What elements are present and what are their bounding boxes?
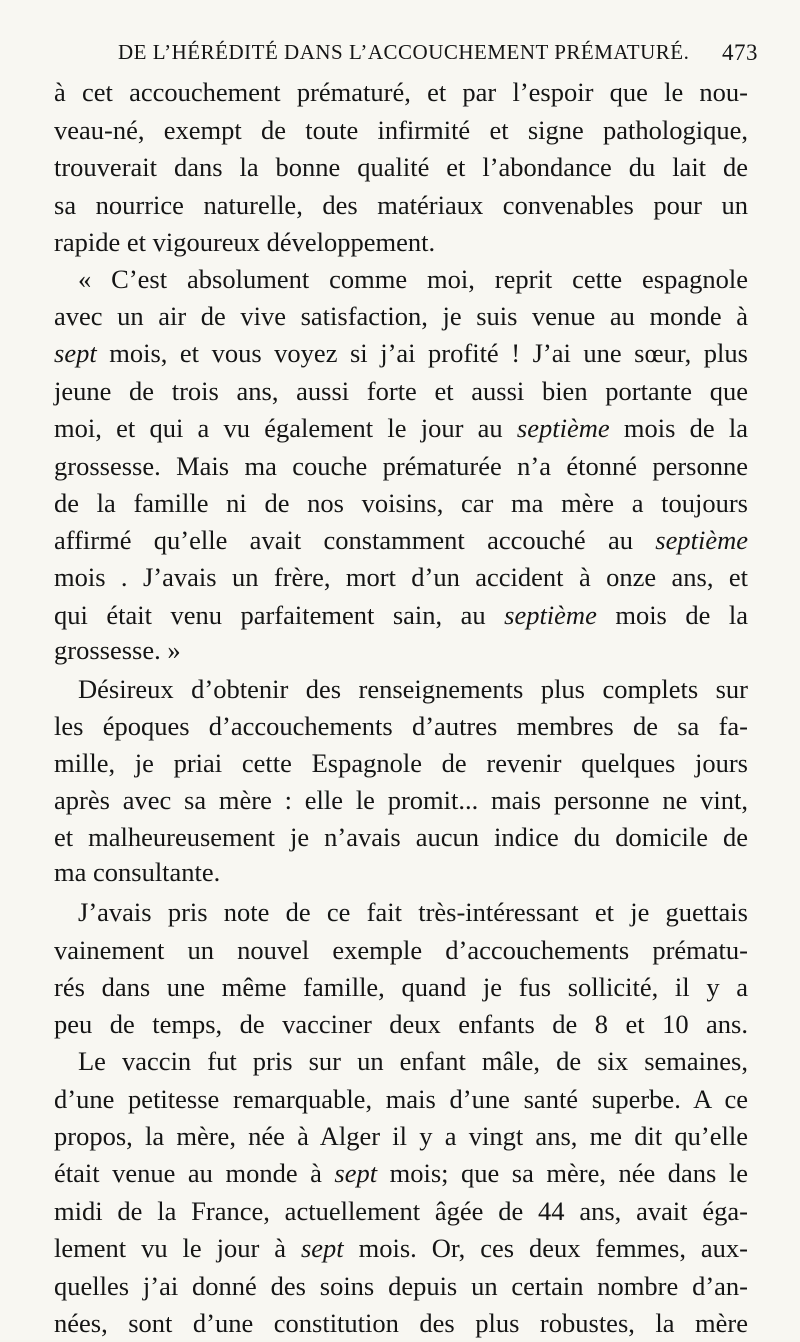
line-fragment: mois de la — [609, 413, 748, 443]
text-line: veau-né, exempt de toute infirmité et signe pathologique, — [54, 115, 748, 145]
text-line: propos, la mère, née à Alger il y a vingt ans, me dit qu’elle — [54, 1121, 748, 1151]
text-line — [54, 596, 748, 634]
italic-word: septième — [504, 600, 597, 630]
italic-word: sept — [300, 1233, 344, 1263]
italic-word: septième — [516, 413, 610, 443]
text-line: quelles j’ai donné des soins depuis un certain nombre d’an- — [54, 1271, 748, 1301]
line-fragment: mois. Or, ces deux femmes, aux- — [343, 1233, 748, 1263]
text-line: de la famille ni de nos voisins, car ma mère a toujours — [54, 488, 748, 518]
text-line: d’une petitesse remarquable, mais d’une santé superbe. A ce — [54, 1084, 748, 1114]
text-line: J’avais pris note de ce fait très-intéressant et je guettais — [78, 897, 748, 927]
line-fragment: était venue au monde à — [54, 1158, 335, 1188]
line-fragment: qui était venu parfaitement sain, au — [54, 600, 505, 630]
line-fragment: mois, et vous voyez si j’ai profité ! J’ai une sœur, plus — [96, 338, 748, 368]
text-line — [54, 334, 748, 372]
text-line: et malheureusement je n’avais aucun indice du domicile de — [54, 822, 748, 852]
text-line: jeune de trois ans, aussi forte et aussi bien portante que — [54, 376, 748, 406]
text-line — [54, 1154, 748, 1192]
page-number: 473 — [722, 40, 758, 65]
text-line: « C’est absolument comme moi, reprit cette espagnole — [78, 264, 748, 294]
text-line: à cet accouchement prématuré, et par l’espoir que le nou- — [54, 77, 748, 107]
line-fragment: affirmé qu’elle avait constamment accouché au — [54, 525, 656, 555]
text-line: rapide et vigoureux développement. — [54, 227, 436, 257]
text-line: trouverait dans la bonne qualité et l’abondance du lait de — [54, 152, 748, 182]
page-header — [118, 36, 758, 76]
text-line — [54, 409, 748, 447]
text-line: grossesse. Mais ma couche prématurée n’a étonné personne — [54, 451, 748, 481]
text-line: mille, je priai cette Espagnole de revenir quelques jours — [54, 748, 748, 778]
text-line: mois . J’avais un frère, mort d’un accident à onze ans, et — [54, 562, 748, 592]
text-line: Le vaccin fut pris sur un enfant mâle, de six semaines, — [78, 1046, 748, 1076]
line-fragment: lement vu le jour à — [54, 1233, 301, 1263]
text-line: sa nourrice naturelle, des matériaux convenables pour un — [54, 190, 748, 220]
text-line: nées, sont d’une constitution des plus robustes, la mère — [54, 1308, 748, 1338]
text-line: rés dans une même famille, quand je fus sollicité, il y a — [54, 972, 748, 1002]
text-line: après avec sa mère : elle le promit... mais personne ne vint, — [54, 785, 748, 815]
line-fragment: mois de la — [596, 600, 748, 630]
italic-word: septième — [655, 525, 748, 555]
text-line: avec un air de vive satisfaction, je suis venue au monde à — [54, 301, 748, 331]
text-line — [54, 521, 748, 559]
running-head: DE L’HÉRÉDITÉ DANS L’ACCOUCHEMENT PRÉMATURÉ. — [118, 40, 690, 64]
text-line: grossesse. » — [54, 635, 181, 665]
text-line — [54, 1229, 748, 1267]
italic-word: sept — [334, 1158, 378, 1188]
line-fragment: moi, et qui a vu également le jour au — [54, 413, 517, 443]
text-line: midi de la France, actuellement âgée de 44 ans, avait éga- — [54, 1196, 748, 1226]
text-line: les époques d’accouchements d’autres membres de sa fa- — [54, 711, 748, 741]
italic-word: sept — [54, 338, 97, 368]
text-line: Désireux d’obtenir des renseignements plus complets sur — [78, 674, 748, 704]
text-line: peu de temps, de vacciner deux enfants de 8 et 10 ans. — [54, 1009, 748, 1039]
text-line: ma consultante. — [54, 857, 221, 887]
line-fragment: mois; que sa mère, née dans le — [377, 1158, 749, 1188]
text-line: vainement un nouvel exemple d’accouchements prématu- — [54, 935, 748, 965]
